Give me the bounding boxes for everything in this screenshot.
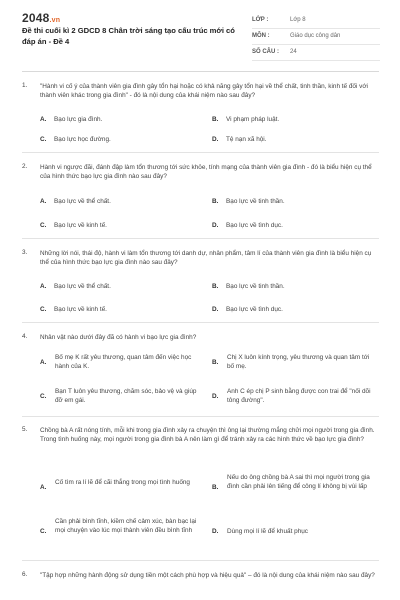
option-letter: A.	[40, 484, 47, 491]
logo-suffix: .vn	[49, 17, 61, 24]
question-divider	[22, 416, 379, 417]
option-letter: A.	[40, 359, 47, 366]
page-title: Đề thi cuối kì 2 GDCD 8 Chân trời sáng tạo cấu trúc mới có đáp án - Đề 4	[22, 26, 235, 46]
option-text: Bạn T luôn yêu thương, chăm sóc, bảo vệ và giúp đỡ em gái.	[55, 388, 197, 405]
option-text: Vi phạm pháp luật.	[226, 116, 280, 123]
option-letter: C.	[40, 306, 47, 313]
option-letter: B.	[212, 484, 219, 491]
question-divider	[22, 560, 379, 561]
option-text: Anh C ép chị P sinh bằng được con trai để "nối dõi tông đường".	[227, 388, 371, 405]
meta-value: Giáo dục công dân	[290, 33, 341, 39]
question-divider	[22, 238, 379, 239]
site-logo[interactable]	[22, 11, 60, 25]
option-d[interactable]	[212, 387, 378, 406]
option-text: Chị X luôn kính trọng, yêu thương và quan tâm tới bố mẹ.	[227, 354, 370, 371]
meta-value: Lớp 8	[290, 17, 306, 23]
option-text: Cần phải bình tĩnh, kiềm chế cảm xúc, bàn bạc lại mọi chuyện vào lúc mọi thành viên đều bình tĩnh	[55, 518, 197, 535]
question-text: Nhân vật nào dưới đây đã có hành vi bạo lực gia đình?	[40, 334, 197, 341]
option-letter: C.	[40, 222, 47, 229]
option-letter: C.	[40, 136, 47, 143]
question-number: 2.	[22, 163, 28, 170]
option-text: Bạo lực về tinh thần.	[226, 198, 285, 205]
meta-key: LỚP :	[252, 17, 269, 23]
option-c[interactable]	[40, 387, 204, 406]
option-text: Bạo lực về tình dục.	[226, 222, 283, 229]
meta-row-grade	[252, 13, 380, 29]
meta-key: MÔN :	[252, 33, 270, 39]
logo-main: 2048	[22, 11, 50, 25]
meta-value: 24	[290, 49, 297, 55]
option-text: Tệ nạn xã hội.	[226, 136, 267, 143]
option-text: Bạo lực về tình dục.	[226, 306, 283, 313]
option-text: Cố tìm ra lí lẽ để cãi thắng trong mọi tình huống	[55, 479, 190, 486]
option-text: Bạo lực về kinh tế.	[54, 306, 107, 313]
option-letter: D.	[212, 528, 219, 535]
option-b[interactable]	[212, 353, 378, 372]
option-text: Bạo lực học đường.	[54, 136, 111, 143]
option-letter: D.	[212, 393, 219, 400]
meta-row-count	[252, 45, 380, 61]
question-number: 4.	[22, 333, 28, 340]
option-text: Dùng mọi lí lẽ để khuất phục	[227, 528, 308, 535]
question-text: Chồng bà A rất nóng tính, mỗi khi trong gia đình xảy ra chuyện thì ông lại thường mắng chửi mọi người trong gia đình. Trong tình huống này, mọi người trong gia đình bà A nên làm gì để tránh xảy ra các hình thức về bạo lực gia đình?	[40, 427, 375, 444]
option-letter: D.	[212, 222, 219, 229]
question-divider	[22, 322, 379, 323]
question-number: 6.	[22, 571, 28, 578]
option-text: Bạo lực về tinh thần.	[226, 283, 285, 290]
option-letter: A.	[40, 198, 47, 205]
option-text: Bạo lực về thể chất.	[54, 283, 111, 290]
meta-row-subject	[252, 29, 380, 45]
question-number: 1.	[22, 82, 28, 89]
option-a[interactable]	[40, 353, 204, 372]
option-c[interactable]	[40, 517, 204, 546]
meta-table	[252, 13, 380, 61]
option-letter: B.	[212, 359, 219, 366]
question-number: 3.	[22, 249, 28, 256]
option-b[interactable]	[212, 473, 378, 502]
option-text: Bạo lực gia đình.	[54, 116, 103, 123]
option-text: Bố mẹ K rất yêu thương, quan tâm đến việc học hành của K.	[55, 354, 192, 371]
question-text: "Hành vi cố ý của thành viên gia đình gây tổn hại hoặc có khả năng gây tổn hại về thể chất, tinh thần, kinh tế đối với thành viên khác trong gia đình" - đó là nội dung của khái niệm nào sau đây?	[40, 83, 368, 100]
option-letter: A.	[40, 283, 47, 290]
option-text: Bạo lực về thể chất.	[54, 198, 111, 205]
option-text: Nếu do ông chồng bà A sai thì mọi người trong gia đình cần phải lên tiếng để công lí không bị vùi lấp	[227, 474, 370, 491]
option-letter: B.	[212, 283, 219, 290]
option-letter: B.	[212, 116, 219, 123]
document-header	[0, 0, 400, 68]
option-a[interactable]	[40, 478, 204, 497]
option-letter: B.	[212, 198, 219, 205]
question-text: Hành vi ngược đãi, đánh đập làm tổn thương tới sức khỏe, tính mạng của thành viên gia đình - đó là biểu hiện cụ thể của hình thức bạo lực gia đình nào sau đây?	[40, 164, 372, 181]
question-number: 5.	[22, 426, 28, 433]
option-letter: A.	[40, 116, 47, 123]
meta-key: SỐ CÂU :	[252, 49, 279, 55]
question-text: "Tập hợp những hành động sử dụng tiền một cách phù hợp và hiệu quả" – đó là nội dung của khái niệm nào sau đây?	[40, 572, 375, 579]
option-text: Bạo lực về kinh tế.	[54, 222, 107, 229]
option-letter: C.	[40, 393, 47, 400]
option-letter: D.	[212, 306, 219, 313]
question-text: Những lời nói, thái độ, hành vi làm tổn thương tới danh dự, nhân phẩm, tâm lí của thành viên gia đình là biểu hiện cụ thể của hình thức bạo lực gia đình nào sau đây?	[40, 250, 372, 267]
question-divider	[22, 152, 379, 153]
option-letter: C.	[40, 528, 47, 535]
option-letter: D.	[212, 136, 219, 143]
header-divider	[22, 71, 379, 72]
